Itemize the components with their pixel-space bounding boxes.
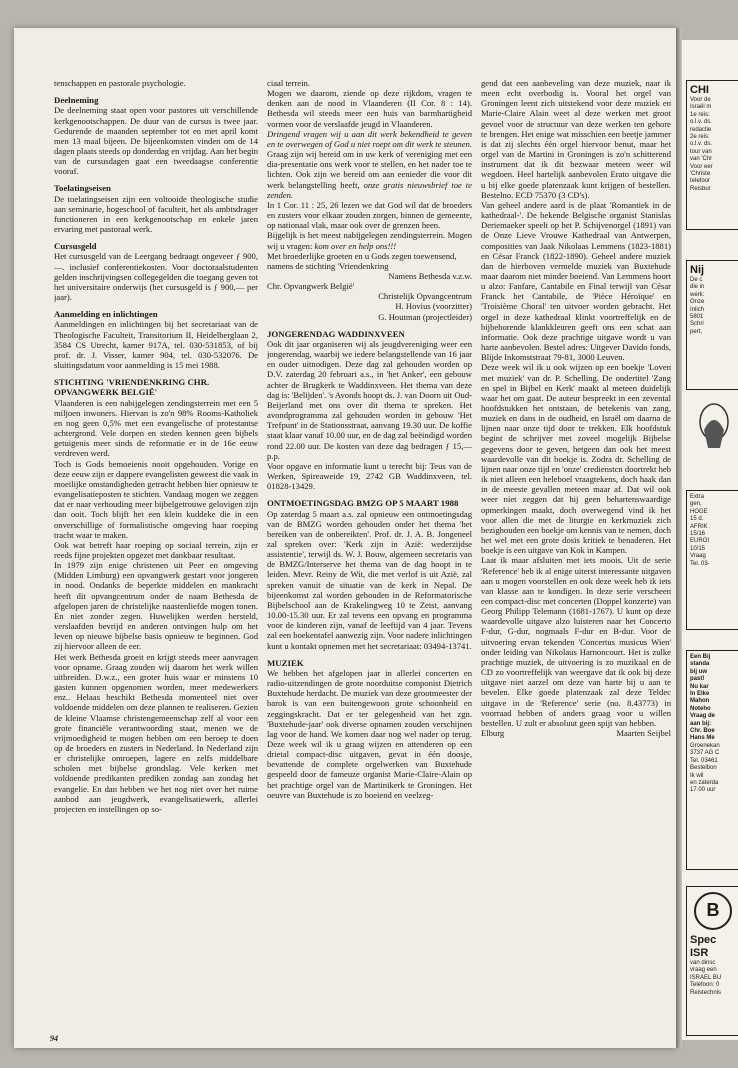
ad-text-line: 15 d. bbox=[690, 516, 704, 523]
paragraph: Ook wat betreft haar roeping op sociaal terrein, zijn er reeds fijne projekten opgezet met dankbaar resultaat. bbox=[54, 539, 258, 560]
section-heading: Cursusgeld bbox=[54, 241, 97, 252]
section-heading: ONTMOETINGSDAG BMZG OP 5 MAART 1988 bbox=[267, 498, 459, 509]
ad-text-line: pert, bbox=[690, 328, 703, 335]
ad-text-line: De c bbox=[690, 277, 703, 283]
ad-text-line: van dinsc bbox=[690, 960, 716, 966]
ad-text-line: 5801 bbox=[690, 314, 704, 321]
paragraph: tenschappen en pastorale psychologie. bbox=[54, 78, 186, 88]
ad-text-line: Nu kar bbox=[690, 683, 709, 690]
ad-nij-box bbox=[686, 260, 738, 390]
section-heading: JONGERENDAG WADDINXVEEN bbox=[267, 328, 405, 339]
signature-row bbox=[481, 728, 671, 738]
ad-text-line: aan bij: bbox=[690, 720, 712, 727]
paragraph: Met broederlijke groeten en u Gods zegen toewensend, bbox=[267, 250, 457, 261]
section-heading: MUZIEK bbox=[267, 657, 304, 668]
signature-author: Maarten Seijbel bbox=[616, 728, 671, 738]
paragraph: Chr. Opvangwerk België' bbox=[267, 281, 355, 292]
ad-travel-dates-box bbox=[686, 490, 738, 630]
ad-text-line: 'Christe bbox=[690, 171, 711, 178]
ad-text-line: Groenekan bbox=[690, 742, 720, 749]
ad-text-line: Onze bbox=[690, 299, 705, 306]
paragraph: Toch is Gods bemoeienis nooit opgehouden. Vorige en deze eeuw zijn er dappere evangelisten geweest die vaak in moeilijke omstandigheden getracht hebben hier opnieuw te evangelisatieposten te stichten. Vandaag mogen we zeggen dat er naar verhouding meer bijbelgetrouwe gelovigen zijn dan ooit. Toch blijft het een klein kuddeke die in een onverschillige of formalistische omgeving haar roeping tracht waar te maken. bbox=[54, 458, 258, 540]
ad-text-line: 2e reis: bbox=[690, 134, 710, 141]
ad-text-line: 17.00 uur bbox=[690, 787, 716, 794]
section-heading: STICHTING 'VRIENDENKRING CHR. OPVANGWERK BELGIË' bbox=[54, 377, 210, 398]
ad-bible-box bbox=[686, 650, 738, 870]
paragraph: De deelneming staat open voor pastores uit verschillende kerkgenootschappen. De duur van de cursus is twee jaar. Gedurende de maanden september tot en met april komt men 13 maal bijeen. De bijeenkomsten vinden om de 14 dagen plaats steeds op donderdag en vrijdag. Aan het begin van de cursusdagen gaat een tweedaagse conferentie vooraf. bbox=[54, 105, 258, 177]
paragraph: Het cursusgeld van de Leergang bedraagt ongeveer ƒ 900,—. inclusief conferentiekosten. Voor doctoraalstudenten gelden inschrijvingsen collegegelden die toegang geven tot het universitaire onderwijs (het cursusgeld is ƒ 900,— per jaar). bbox=[54, 251, 258, 303]
paragraph: We hebben het afgelopen jaar in allerlei concerten en radio-uitzendingen de grote noorduitse componist Dietrich Buxtehude herdacht. De muziek van deze grootmeester der barok is van een buitengewoon grote schoonheid en zeggingskracht. Dat er ter gelegenheid van het zgn. 'Buxtehude-jaar' ook diverse opnamen zouden verschijnen lag voor de hand. We komen daar nog wel nader op terug. Deze week wil ik u graag wijzen en attenderen op een drietal compact-disc uitgaven, gevat in één doosje, bevattende de complete orgelwerken van Buxtehude gespeeld door de fameuze organist Marie-Claire-Alain op het prachtige orgel van de Martinikerk te Groningen. Het oeuvre van Buxtehude is zo boeiend en veelzeg- bbox=[267, 667, 472, 800]
ad-text-line: Hans Me bbox=[690, 735, 715, 742]
ad-text-line: Voor de bbox=[690, 97, 711, 103]
paragraph: Voor opgave en informatie kunt u terecht bij: Teus van de Werken, Spireaweide 19, 2742 GB Waddinxveen, tel. 01828-13429. bbox=[267, 460, 472, 492]
column-2 bbox=[267, 78, 472, 800]
ad-text-line: bij uw bbox=[690, 668, 707, 675]
column-3 bbox=[481, 78, 671, 738]
ad-text-line: HOGE bbox=[690, 508, 708, 515]
ad-text-line: Nij bbox=[690, 264, 705, 276]
ad-text-line: Schri bbox=[690, 321, 704, 328]
section-heading: Aanmelding en inlichtingen bbox=[54, 309, 158, 320]
ad-text-line: tour van bbox=[690, 148, 712, 155]
ad-text-line: o.l.v. ds. bbox=[690, 119, 712, 126]
ad-text-line: standa bbox=[690, 661, 710, 668]
ad-text-line: Ik wil bbox=[690, 772, 704, 779]
paragraph bbox=[267, 230, 472, 250]
italic-text: Dringend vragen wij u aan dit werk bekendheid te geven en te overwegen of God u niet roept om dit werk te steunen. bbox=[267, 128, 472, 149]
ad-text-line: Bestelbon bbox=[690, 765, 717, 772]
ad-text-line: Tel. 03461 bbox=[690, 757, 718, 764]
ad-text-line: Een Bij bbox=[690, 654, 711, 660]
section-heading: Toelatingseisen bbox=[54, 183, 111, 194]
b-logo-icon: B bbox=[694, 892, 732, 930]
paragraph-text: Graag zijn wij bereid om in uw kerk of vereniging met een dia-presentatie ons werk voor te stellen, en het nader toe te lichten. Ook zijn we bereid om aan eenieder die voor dit werk belangstelling heeft, bbox=[267, 149, 472, 190]
ad-text-line: Mahon bbox=[690, 698, 710, 705]
ad-text-line: Noteho bbox=[690, 705, 711, 712]
ad-text-line: en zaterda bbox=[690, 779, 719, 786]
paragraph: Van geheel andere aard is de plaat 'Romantiek in de kathedraal-'. De bekende Belgische organist Stanislas Deriemaeker speelt op het P. Schijvenorgel (1891) van de Onze Lieve Vrouwe Kathedraal van Antwerpen, composities van Jaak Nikolaas Lemmens (1823-1881) en César Franck (1822-1890). Geheel andere muziek dan de hierboven vermelde muziek van Buxtehude maar daarom niet minder boeiend. Van Lemmens hoort u alzo: Fanfare, Cantabile en Final terwijl van César Franck het Cantabile, de 'Pièce Héroïque' en 'Troisième Choral' ten uitvoer worden gebracht. Het orgel in deze kathedraal klinkt voortreffelijk en de bijbehorende klankkleuren geeft ons een schat aan informatie. Ook deze prachtige uitgave wordt u van harte aanbevolen. Bestel adres: Uitgever Davido fonds, Blijde Inkomststraat 79-81, 3000 Leuven. bbox=[481, 199, 671, 363]
ad-text-line: Reistechnis bbox=[690, 989, 722, 996]
signature-line: G. Houtman (projectleider) bbox=[378, 311, 472, 322]
paragraph: Mogen we daarom, ziende op deze rijkdom, vragen te denken aan de nood in Vlaanderen (II Cor. 8 : 14). Bethesda wil steeds meer een huis van barmhartigheid vormen voor de verslaafde jeugd in Vlaanderen. bbox=[267, 88, 472, 129]
ad-text-line: Israël m bbox=[690, 104, 712, 111]
ad-text-line: 15/16 bbox=[690, 531, 706, 538]
ad-text-line: Extra bbox=[690, 494, 705, 500]
paragraph: Ook dit jaar organiseren wij als jeugdvereniging weer een jongerendag, waarbij we iedere belangstellende van 16 jaar en ouder uitnodigen. Deze dag zal gehouden worden op D.V. zaterdag 20 februari a.s., in 'het Anker', een gebouw achter de Brugkerk te Waddinxveen. Het thema van deze dag is: 'Belijden'. 's Avonds hoopt ds. J. van Doorn uit Oud-Beijerland met ons over dit thema te spreken. Het avondprogramma zal gehouden worden in gebouw 'Het Trefpunt' in de Stationsstraat, aanvang 19.30 uur. De koffie staat klaar vanaf 10.00 uur, en de dag zal beëindigd worden rond 22.00 uur. De kosten van deze dag bedragen ƒ 15,— p.p. bbox=[267, 338, 472, 461]
ad-text-line: o.l.v. ds. bbox=[690, 141, 712, 148]
italic-text: kom over en help ons!!! bbox=[314, 240, 397, 251]
paragraph: In 1979 zijn enige christenen uit Peer en omgeving (Midden Limburg) een opvangwerk gestart voor jongeren in nood. Ondanks de beperkte middelen en mankracht heeft dit opvangcentrum onder de naam Bethesda de afgelopen jaren de christelijke naastenliefde mogen tonen. En niet zonder zegen. Huwelijken werden hersteld, verslaafden bevrijd en anderen ontvingen hulp om het leven op nieuwe bijbelse basis opnieuw te beginnen. God zij hiervoor alleen de eer. bbox=[54, 560, 258, 652]
signature-line: Namens Bethesda v.z.w. bbox=[388, 270, 472, 281]
ad-text-line: gen, bbox=[690, 501, 702, 508]
page-number: 94 bbox=[50, 1034, 58, 1043]
paragraph: Deze week wil ik u ook wijzen op een boekje 'Loven met muziek' van dr. P. Schelling. De ondertitel 'Zang en spel in Bijbel en Kerk' maakt al meteen duidelijk waar het om gaat. De auteur bespreekt in een zevental hoofdstukken het ontstaan, de betekenis van zang, muziek en dans in de oudheid, en Israël om daarna de lijnen naar onze tijd door te trekken. Elk hoofdstuk begint de schrijver met zoveel mogelijk Bijbelse gegevens door te geven, hetgeen dan ook het meest waardevolle van dit boekje is. Zodra dr. Schelling de lijnen naar onze tijd en 'onze' credienstcn doortrekt heb ik niet alleen een heleboel vraagtekens, doch haak dan in de meeste gevallen meteen maar af. Dat wil ook weer niet zeggen dat hij geen behartenswaardige opmerkingen maakt, doch overwegend vind ik het voor allen die met de liturgie en kerkmuziek zich bezighouden een boekje om kennis van te nemen, doch het wel met een grote dosis kritiek te benaderen. Het boekje is een uitgave van Kok in Kampen. bbox=[481, 362, 671, 556]
paragraph: Vlaanderen is een nabijgelegen zendingsterrein met een 5 miljoen inwoners. Hiervan is zo'n 98% Rooms-Katholiek en nog geen 0,5% met een evangelische of protestantse achtergrond. Vele dorpen en steden kennen geen bijbels getuigenis meer sinds de reformatie er in de 16e eeuw verdreven werd. bbox=[54, 397, 258, 459]
ad-text-line: werk: bbox=[690, 291, 705, 298]
ad-text-line: van 'Chr bbox=[690, 156, 713, 163]
signature-line: H. Hovius (voorzitter) bbox=[395, 301, 472, 312]
column-1 bbox=[54, 78, 258, 814]
paragraph: Aanmeldingen en inlichtingen bij het secretariaat van de Theologische Faculteit, Transitorium II, Heidelberglaan 2, 3584 CS Utrecht, kamer 917A, tel. 030-531853, of bij prof. dr. J. Visser, kamer 904, tel. 030-532076. De sluitingsdatum voor aanmelding is 15 mei 1988. bbox=[54, 319, 258, 371]
ad-text-line: vraag een bbox=[690, 967, 717, 974]
ad-text-line: die in bbox=[690, 284, 705, 291]
ad-text-line: In Elke bbox=[690, 691, 710, 698]
paragraph: De toelatingseisen zijn een voltooide theologische studie aan seminarie, hogeschool of faculteit, het als ambtsdrager functioneren in een kerkgenootschap en enkele jaren ervaring met pastoraal werk. bbox=[54, 193, 258, 235]
ad-text-line: past! bbox=[690, 676, 705, 683]
ad-text-line: Chr. Boe bbox=[690, 728, 715, 735]
ad-text-line: Voor eer bbox=[690, 163, 713, 170]
italic-text: onze gratis nieuwsbrief toe te zenden. bbox=[267, 179, 472, 200]
ad-text-line: Tel. 03- bbox=[690, 560, 710, 567]
ad-text-line: 3737 AG C bbox=[690, 750, 720, 757]
ad-text-line: Telefoon: 0 bbox=[690, 982, 720, 989]
paragraph: gend dat een aanbeveling van deze muziek, naar ik meen echt overbodig is. Vooral het orgel van Groningen leent zich uitstekend voor deze muziek en Marie-Claire Alain weet al deze werken met groot gevoel voor de structuur van deze werken ten gehore te brengen. Het enige wat misschien een beetje jammer is dat zij slechts één orgel hiervoor benut, maar het orgel van de Martini in Groningen is zo'n schitterend instrument dat ik dit bezwaar meteen weer wil wegdoen. Heel hartelijk aanbevolen Erato uitgave die u bij elke goede platenzaak kunt krijgen of bestellen. Bestelno. ECD 75370 (3 CD's). bbox=[481, 78, 671, 200]
signature-line: Christelijk Opvangcentrum bbox=[378, 291, 472, 302]
ad-text-line: 10/15 bbox=[690, 545, 706, 552]
ad-text-line: Spec bbox=[690, 934, 717, 946]
ad-travel-box bbox=[686, 80, 738, 230]
ad-text-line: Inlich bbox=[690, 306, 705, 313]
paragraph: In 1 Cor. 11 : 25, 26 lezen we dat God wil dat de broeders en zusters voor elkaar zouden zorgen, binnen de gemeente, op nationaal vlak, maar ook over de grenzen heen. bbox=[267, 199, 472, 231]
ad-text-line: Reisbur bbox=[690, 185, 711, 192]
paragraph: Laat ik maar afsluiten met iets moois. Uit de serie 'Reference' heb ik al enige uiterst interessante uitgaven aan u mogen voorstellen en ook deze week heb ik iets van klasse aan te kondigen. In deze serie verscheen een compact-disc met concerten (Doppel konzerte) van Georg Philipp Telemann (1681-1767). U kunt op deze waardevolle uitgave alzo luisteren naar het Concerto F-dur, G-dur, nogmaals F-dur en B-dur. Voor de uitvoering ervan tekenden 'Concertus musicus Wien' onder leiding van Nikolaus Harnoncourt. Het is zulke prachtige muziek, de uitvoering is zo muzikaal en de CD zo voortreffelijk van weergave dat ik ook bij deze uitgave niet aarzel om deze van harte bij u aan te bevelen. Elke goede platenzaak zal deze Teldec uitgave in de 'Reference' serie (no. 8.43773) in voorraad hebben of anders graag voor u willen bestellen. U zult er absoluut geen spijt van hebben. bbox=[481, 555, 671, 728]
ad-text-line: redactie bbox=[690, 126, 712, 133]
paragraph: Het werk Bethesda groeit en krijgt steeds meer aanvragen voor opname. Graag zouden wij daarom het werk willen uitbreiden. D.w.z., een groter huis waar er minstens 10 gasten kunnen opgenomen worden, meer medewerkers enz.. Helaas beschikt Bethesda momenteel niet over voldoende middelen om deze plannen te realiseren. Gezien de kleine Vlaamse christengemeenschap zelf al voor een grote financiële verantwoording staat, menen we de vrijmoedigheid te mogen hebben om een beroep te doen op de broeders en zusters in Nederland. In Nederland zijn er christelijke omroepen, lagere en zelfs middelbare scholen met bijbelse grondslag. Vele kerken met voldoende predikanten prediken zondag aan zondag het evangelie. En dan hebben we het nog niet over het ruime aanbod aan jeugdwerk, evangelisatiewerk, allerlei projecten en instellingen op so- bbox=[54, 651, 258, 814]
advertisement-column bbox=[682, 40, 738, 1040]
ad-text-line: ISRAEL BU bbox=[690, 974, 722, 981]
ad-text-line: EUROI bbox=[690, 538, 710, 545]
ad-text-line: CHI bbox=[690, 84, 709, 96]
paragraph: Op zaterdag 5 maart a.s. zal opnieuw een ontmoetingsdag van de BMZG worden gehouden onder het thema 'het bereiken van de onbereikten'. Prof. dr. J. A. B. Jongeneel zal spreken over: 'Kerk zijn in Azië: wederzijdse assistentie', terwijl ds. W. J. Bouw, algemeen secretaris van de BMZG/Interserve het thema van de dag hoopt in te leiden. Mevr. Reiny de Wit, die met verlof is uit Azië, zal spreken vanuit de situatie van de kerk in Nepal. De bijeenkomst zal worden gehouden in de Reformatorische Bijbelschool aan de Krakelingweg 10 te Zeist, aanvang 10.00-15.30 uur. Er zal tevens een opvang en programma voor de kinderen zijn, vanaf de leeftijd van 4 jaar. Tevens zal een boekentafel aanwezig zijn. Voor nadere inlichtingen kunt u kontakt opnemen met het secretariaat: 03494-13741. bbox=[267, 508, 472, 651]
ad-text-line: 1e reis: bbox=[690, 111, 710, 118]
ad-text-line: Vraag bbox=[690, 553, 706, 560]
lion-logo-icon bbox=[696, 400, 732, 460]
paragraph: ciaal terrein. bbox=[267, 78, 310, 88]
ad-text-line: AFRIK bbox=[690, 523, 708, 530]
paragraph bbox=[267, 129, 472, 200]
ad-text-line: Vraag de bbox=[690, 713, 716, 720]
signature-place: Elburg bbox=[481, 728, 505, 738]
paragraph: namens de stichting 'Vriendenkring bbox=[267, 260, 389, 271]
section-heading: Deelneming bbox=[54, 95, 99, 106]
ad-israel-box bbox=[686, 886, 738, 1036]
magazine-page bbox=[14, 28, 676, 1048]
ad-text-line: ISR bbox=[690, 947, 709, 959]
paragraph-text: Bijgelijk is het meest nabijgelegen zendingsterrein. Mogen wij u vragen: bbox=[267, 230, 472, 251]
ad-text-line: telefoor bbox=[690, 178, 711, 185]
